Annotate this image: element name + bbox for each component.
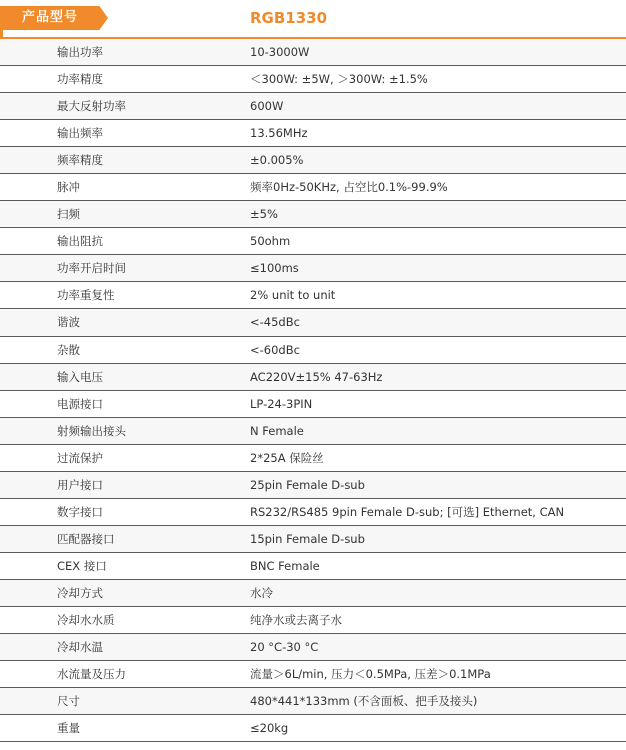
table-row <box>0 93 626 120</box>
row-value: 50ohm <box>250 234 291 249</box>
table-row <box>0 634 626 661</box>
row-label: 谐波 <box>57 315 80 330</box>
row-value: 13.56MHz <box>250 126 308 141</box>
row-value: 频率0Hz-50KHz, 占空比0.1%-99.9% <box>250 180 448 195</box>
row-label: 数字接口 <box>57 504 103 519</box>
row-value: 水冷 <box>250 585 273 600</box>
row-label: 脉冲 <box>57 180 80 195</box>
row-label: 最大反射功率 <box>57 99 126 114</box>
row-label: 电源接口 <box>57 396 103 411</box>
table-row <box>0 228 626 255</box>
table-header <box>0 0 626 39</box>
row-label: 杂散 <box>57 342 80 357</box>
row-label: 匹配器接口 <box>57 531 115 546</box>
table-row <box>0 309 626 336</box>
row-label: 冷却方式 <box>57 585 103 600</box>
row-label: 输入电压 <box>57 369 103 384</box>
row-label: 重量 <box>57 721 80 736</box>
row-value: BNC Female <box>250 558 320 573</box>
table-row <box>0 364 626 391</box>
row-value: 25pin Female D-sub <box>250 477 365 492</box>
table-row <box>0 688 626 715</box>
table-row <box>0 337 626 364</box>
table-row <box>0 66 626 93</box>
row-label: 输出功率 <box>57 45 103 60</box>
row-label: 功率重复性 <box>57 288 115 303</box>
row-value: 2% unit to unit <box>250 288 336 303</box>
table-row <box>0 147 626 174</box>
row-value: ±0.005% <box>250 153 304 168</box>
row-label: 功率精度 <box>57 72 103 87</box>
row-value: 600W <box>250 99 284 114</box>
row-value: 流量＞6L/min, 压力＜0.5MPa, 压差＞0.1MPa <box>250 667 491 682</box>
header-label: 产品型号 <box>22 10 79 25</box>
table-row <box>0 174 626 201</box>
table-row <box>0 553 626 580</box>
row-value: ±5% <box>250 207 278 222</box>
table-row <box>0 661 626 688</box>
row-value: <-60dBc <box>250 342 300 357</box>
table-row <box>0 120 626 147</box>
row-label: 用户接口 <box>57 477 103 492</box>
row-value: 15pin Female D-sub <box>250 531 365 546</box>
row-value: LP-24-3PIN <box>250 396 313 411</box>
spec-rows <box>0 39 626 742</box>
row-label: 输出阻抗 <box>57 234 103 249</box>
row-value: 20 °C-30 °C <box>250 640 319 655</box>
row-value: ≤100ms <box>250 261 299 276</box>
row-value: 480*441*133mm (不含面板、把手及接头) <box>250 694 478 709</box>
row-label: 尺寸 <box>57 694 80 709</box>
row-value: 纯净水或去离子水 <box>250 613 342 627</box>
table-row <box>0 607 626 634</box>
row-value: 10-3000W <box>250 45 310 60</box>
table-row <box>0 255 626 282</box>
table-row <box>0 391 626 418</box>
row-label: 扫频 <box>57 207 80 222</box>
table-row <box>0 472 626 499</box>
table-row <box>0 39 626 66</box>
model-name: RGB1330 <box>250 9 328 27</box>
row-label: 过流保护 <box>57 450 103 465</box>
row-value: 2*25A 保险丝 <box>250 450 324 465</box>
row-value: RS232/RS485 9pin Female D-sub; [可选] Ethernet, CAN <box>250 504 565 519</box>
table-row <box>0 526 626 553</box>
row-label: 射频输出接头 <box>57 423 126 438</box>
row-value: ≤20kg <box>250 721 289 736</box>
row-label: 功率开启时间 <box>57 261 126 276</box>
row-value: ＜300W: ±5W, ＞300W: ±1.5% <box>250 72 428 87</box>
table-row <box>0 201 626 228</box>
row-label: 输出频率 <box>57 126 103 141</box>
row-label: 冷却水水质 <box>57 613 115 627</box>
row-label: 冷却水温 <box>57 640 103 655</box>
row-label: 水流量及压力 <box>57 667 126 682</box>
row-value: N Female <box>250 423 304 438</box>
row-value: AC220V±15% 47-63Hz <box>250 369 383 384</box>
table-row <box>0 418 626 445</box>
row-value: <-45dBc <box>250 315 300 330</box>
table-row <box>0 499 626 526</box>
table-row <box>0 445 626 472</box>
table-row <box>0 282 626 309</box>
row-label: CEX 接口 <box>57 558 107 573</box>
row-label: 频率精度 <box>57 153 103 168</box>
table-row <box>0 580 626 607</box>
table-row <box>0 715 626 742</box>
